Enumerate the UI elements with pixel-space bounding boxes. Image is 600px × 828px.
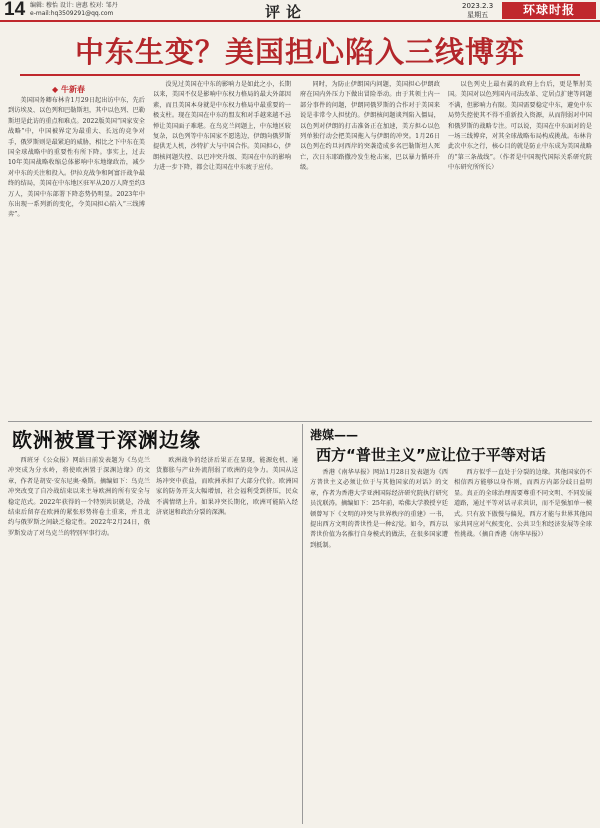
article3-col1-text: 香港《南华早报》网站1月28日发表题为《西方普世主义必须让位于与其他国家的对话》的文章，作者为香港大学亚洲国际经济研究院执行研究员沈联涛。摘编如下：25年前，哈佛大学教授亨廷顿曾写下《文明的冲突与世界秩序的重建》一书，提出西方文明的普世性是一种幻觉。如今，西方以普世价值为名推行自身模式的做法，在很多国家遭到抵制。 [310,469,448,549]
column-divider [302,424,303,824]
article2-title: 欧洲被置于深渊边缘 [12,428,201,452]
article1-title: 中东生变？美国担心陷入三线博弈 [74,35,525,69]
email-line: e-mail:hq3509291@qq.com [30,10,114,17]
article2-column-1 [8,456,150,821]
article3-col2-text: 西方似乎一直处于分裂的边缘。其他国家仍不相信西方能够以身作则，而西方内部分歧日益明显。真正的全球治理需要尊重不同文明、不同发展道路，通过平等对话寻求共识，而不是强加单一模式。只有放下傲慢与偏见，西方才能与世界其他国家共同应对气候变化、公共卫生和经济发展等全球性挑战。（摘自香港《南华早报》） [454,469,592,539]
article1-byline [52,84,85,95]
editors-block [30,2,118,18]
article3-column-1 [310,468,448,821]
date-line-1: 2023.2.3 [462,2,494,10]
masthead-logo: 环球时报 [502,2,596,19]
editors-line: 编辑: 穆怡 设计: 唐惠 校对: 邹丹 [30,2,118,9]
article1-col1-text: 美国国务卿布林肯1月29日起出访中东，先后到访埃及、以色列和巴勒斯坦，其中以色列、巴勒斯坦是此访的重点和难点。2022版美国“国家安全战略”中，中国被界定为最重大、长远的竞争对手，俄罗斯则是最紧迫的威胁，相比之下中东在美国全球战略中的重要性有所下降。事实上，过去10年美国战略收缩总体影响中东地缘政治，减少对中东的关注和投入。伊拉克战争和阿富汗战争最终的结局，美国在中东地区驻军从20万人降至约3万人，美国中东部署下降态势仍明显。2023年中东出现一系列新的变化，令美国担心陷入“三线博弈”。 [8,97,145,219]
article1-column-2 [153,80,291,420]
page-header [0,0,600,22]
page-number: 14 [4,0,26,20]
article3-title: 西方“普世主义”应让位于平等对话 [316,446,546,464]
section-divider [8,421,592,422]
section-name: 评论 [265,3,308,21]
article2-col2-text: 欧洲战争的经济后果正在显现，能源危机、通货膨胀与产业外流削弱了欧洲的竞争力。美国从这场冲突中获益，而欧洲承担了大部分代价。欧洲国家的防务开支大幅增加，社会福利受到挤压，民众不满情绪上升。如果冲突长期化，欧洲可能陷入经济衰退和政治分裂的深渊。 [156,457,298,517]
byline-author: 牛新春 [60,84,85,94]
issue-date [462,2,493,20]
article3-kicker: 港媒—— [310,428,359,442]
article1-column-1 [8,96,145,416]
article1-col4-text: 以色列史上最右翼的政府上台后，更是掣肘美国。美国对以色列国内司法改革、定居点扩建等问题不满，但影响力有限。美国需要稳定中东，避免中东局势失控使其不得不重新投入资源，从而削弱对中国和俄罗斯的战略专注。可以说，美国在中东面对的是一场三线博弈，对其全球战略布局构成挑战。布林肯此次中东之行，核心目的就是防止中东成为美国战略的“第三条战线”。（作者是中国现代国际关系研究院中东研究所所长） [448,81,592,172]
article3-column-2 [454,468,592,821]
spacer [304,424,318,425]
article2-col1-text: 西班牙《公众报》网站日前发表题为《鸟克兰冲突成为分水岭，将使欧洲置于深渊边缘》的文章，作者是胡安·安东尼奥·桑斯。摘编如下：鸟克兰冲突改变了自冷战结束以来主导欧洲的所有安全与稳定范式。2022年获得的一个特别共识就是，冷战结束后留存在欧洲的紧张形势将卷土重来，并且北约与俄罗斯之间缺乏稳定性。2022年2月24日，俄罗斯发动了对鸟克兰的特别军事行动。 [8,457,150,537]
article1-column-3 [300,80,440,420]
article2-column-2 [156,456,298,821]
byline-marker-icon: ◆ [52,84,59,94]
date-line-2: 星期五 [467,11,489,19]
article1-col3-text: 同时，为防止伊朗国内问题，美国担心伊朗政府在国内外压力下做出冒险举动。由于其领土内一部分事件的问题，伊朗同俄罗斯的合作对于美国来说是非常令人担忧的。伊朗核问题谈判陷入僵局，以色列对伊朗的打击准备正在加速，美方担心以色列单独行动会把美国拖入与伊朗的冲突。1月26日以色列在约旦河西岸的突袭造成多名巴勒斯坦人死亡，次日东耶路撒冷发生枪击案，巴以暴力循环升级。 [300,81,440,172]
article1-column-4 [448,80,592,420]
title-underline [20,74,580,76]
article1-col2-text: 没见过美国在中东的影响力是如此之小，长期以来，美国不仅是影响中东权力格局的最大外部因素，而且美国本身就是中东权力格局中最重要的一极支柱。现在美国在中东的盟友和对手越来越不忌惮让美国面子难堪。在鸟克兰问题上，中东地区较复杂，以色列等中东国家不愿选边，伊朗向俄罗斯提供无人机，沙特扩大与中国合作。美国担心，伊朗核问题失控、以巴冲突升级、美国在中东的影响力进一步下降，都会让美国在中东疲于应付。 [153,81,291,172]
